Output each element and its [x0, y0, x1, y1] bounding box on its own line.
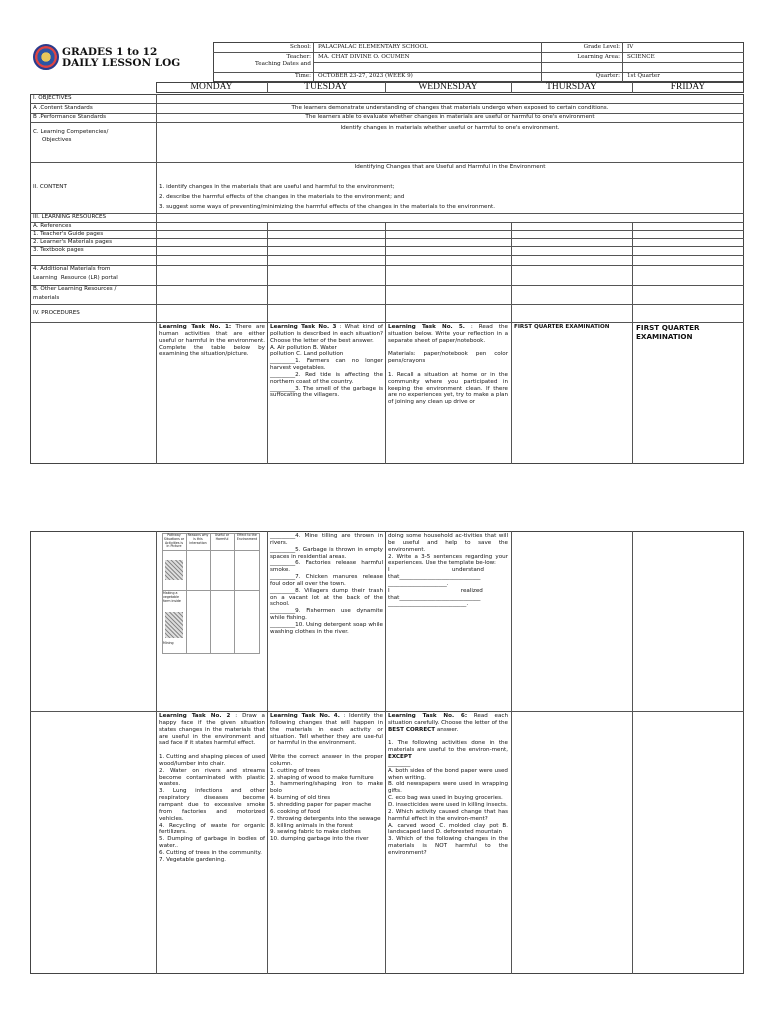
quarter-value: 1st Quarter — [627, 73, 660, 79]
references-label: A. References — [33, 223, 72, 229]
learners-materials-label: 2. Learner's Materials pages — [33, 239, 113, 245]
mini-header-4: Effect to the Environment — [236, 533, 258, 541]
mini-header-2: Reasons why is this interaction — [187, 533, 210, 545]
dates-label-1: Teaching Dates and — [255, 61, 311, 67]
competencies-label-1: C. Learning Competencies/ — [33, 129, 109, 135]
competencies-text: Identify changes in materials whether useful or harmful to one's environment. — [340, 125, 560, 131]
grade-label: Grade Level: — [583, 44, 620, 50]
day-friday: FRIDAY — [670, 82, 706, 92]
farm-picture — [165, 560, 183, 580]
additional-materials-label-2: Learning Resource (LR) portal — [33, 275, 118, 281]
quarter-label: Quarter: — [595, 73, 620, 79]
teacher-label: Teacher: — [286, 54, 311, 60]
performance-standards-label: B .Performance Standards — [33, 114, 106, 120]
lesson-table-page2 — [30, 531, 744, 974]
friday-exam-1: FIRST QUARTER — [636, 323, 700, 332]
content-standards-text: The learners demonstrate understanding of changes that materials undergo when exposed to certain conditions. — [291, 105, 609, 111]
other-resources-label-2: materials — [33, 295, 60, 301]
wednesday-task5-cont: doing some household ac-tivities that will be useful and help to save the environment. 2. Write a 3-5 sentences regarding your experiences. Use the template be-low: I understand that_____________________________ _____________________. I realized that_____________________________ ____________________________. — [388, 533, 508, 608]
day-monday: MONDAY — [190, 82, 233, 92]
content-item-1: 1. identify changes in the materials that are useful and harmful to the environment; — [159, 184, 395, 190]
content-item-3: 3. suggest some ways of preventing/minimizing the harmful effects of the changes in the materials to the environment. — [159, 204, 496, 210]
day-tuesday: TUESDAY — [304, 82, 348, 92]
mini-header-3: Useful or Harmful — [214, 533, 231, 541]
content-label: II. CONTENT — [33, 184, 67, 190]
mini-row-2: Mining — [163, 641, 174, 645]
monday-task2: Learning Task No. 2 : Draw a happy face if the given situation states changes in the materials that are useful in the environment and sad face if it states harmful effect. 1. Cutting and shaping pieces of used wood/lumber into chair. 2. Water on rivers and streams become contaminated with plastic wastes. 3. Lung infections and other respiratory diseases become rampant due to excessive smoke from factories and motorized vehicles. 4. Recycling of waste for organic fertilizers. 5. Dumping of garbage in bodies of water.. 6. Cutting of trees in the community. 7. Vegetable gardening. — [159, 713, 265, 863]
monday-task1: Learning Task No. 1: There are human activities that are either useful or harmful in the environment. Complete the table below by examining the situation/picture. — [159, 324, 265, 358]
content-item-2: 2. describe the harmful effects of the changes in the materials to the environment; and — [159, 194, 405, 200]
deped-seal-icon — [33, 44, 59, 70]
day-wednesday: WEDNESDAY — [418, 82, 478, 92]
tuesday-task3: Learning Task No. 3 : What kind of pollution is described in each situation? Choose the letter of the best answer. A. Air pollution B. Water pollution C. Land pollution _________1. Farmers can no longer harvest vegetables. _________2. Red tide is affecting the northern coast of the country. _________3. The smell of the garbage is suffocating the villagers. — [270, 324, 383, 399]
competencies-label-2: Objectives — [42, 137, 72, 143]
area-value: SCIENCE — [627, 54, 655, 60]
performance-standards-text: The learners able to evaluate whether changes in materials are useful or harmful to one's environment — [305, 114, 595, 120]
day-thursday: THURSDAY — [546, 82, 597, 92]
school-value: PALACPALAC ELEMENTARY SCHOOL — [318, 44, 428, 50]
mini-header-1: Pathway Situations or Activities is in Picture — [163, 533, 186, 549]
wednesday-task6: Learning Task No. 6: Read each situation carefully. Choose the letter of the BEST CORRECT answer. 1. The following activities done in the materials are useful to the environ-ment, EXCEPT ________ A. both sides of the bond paper were used when writing. B. old newspapers were used in wrapping gifts. C. eco bag was used in buying groceries. D. insecticides were used in killing insects. 2. Which activity caused change that has harmful effect in the environ-ment? A. carved wood C. molded clay pot B. landscaped land D. deforested mountain 3. Which of the following changes in the materials is NOT harmful to the environment? — [388, 713, 509, 856]
mini-row-1: Making a vegetable farm inside — [163, 591, 181, 603]
tuesday-task3-cont: _________4. Mine tilling are thrown in rivers. _________5. Garbage is thrown in empty spaces in residential areas. _________6. Factories release harmful smoke. _________7. Chicken manures release foul odor all over the town. _________8. Villagers dump their trash on a vacant lot at the back of the school. _________9. Fishermen use dynamite while fishing. _________10. Using detergent soap while washing clothes in the river. — [270, 533, 383, 635]
mining-picture — [165, 612, 183, 638]
other-resources-label-1: B. Other Learning Resources / — [33, 286, 117, 292]
dates-label-2: Time: — [294, 73, 311, 79]
content-standards-label: A .Content Standards — [33, 105, 93, 111]
friday-exam-2: EXAMINATION — [636, 332, 693, 341]
thursday-exam: FIRST QUARTER EXAMINATION — [514, 324, 610, 330]
wednesday-task5: Learning Task No. 5. : Read the situation below. Write your reflection in a separate sheet of paper/notebook. Materials: paper/notebook pen color pens/crayons 1. Recall a situation at home or in the community where you participated in keeping the environment clean. If there are no experiences yet, try to make a plan of joining any clean up drive or — [388, 324, 508, 406]
title-line1: GRADES 1 to 12 — [62, 46, 158, 58]
objectives-label: I. OBJECTIVES — [33, 95, 72, 101]
additional-materials-label-1: 4. Additional Materials from — [33, 266, 111, 272]
dates-value: OCTOBER 23-27, 2023 (WEEK 9) — [318, 73, 413, 79]
school-label: School: — [290, 44, 311, 50]
procedures-label: IV. PROCEDURES — [33, 310, 80, 316]
textbook-label: 3. Textbook pages — [33, 247, 84, 253]
grade-value: IV — [627, 44, 634, 50]
resources-label: III. LEARNING RESOURCES — [33, 214, 107, 220]
tuesday-task4: Learning Task No. 4. : Identify the following changes that will happen in the materials in each activity or situation. Tell whether they are use-ful or harmful in the environment. Write the correct answer in the proper column. 1. cutting of trees 2. shaping of wood to make furniture 3. hammering/shaping iron to make bolo 4. burning of old tires 5. shredding paper for paper mache 6. cooking of food 7. throwing detergents into the sewage 8. killing animals in the forest 9. sewing fabric to make clothes 10. dumping garbage into the river — [270, 713, 383, 843]
area-label: Learning Area: — [577, 54, 620, 60]
teacher-value: MA. CHAT DIVINE O. OCUMEN — [318, 54, 410, 60]
teachers-guide-label: 1. Teacher's Guide pages — [33, 231, 104, 237]
content-title: Identifying Changes that are Useful and Harmful in the Environment — [354, 164, 546, 170]
title-line2: DAILY LESSON LOG — [62, 57, 181, 69]
